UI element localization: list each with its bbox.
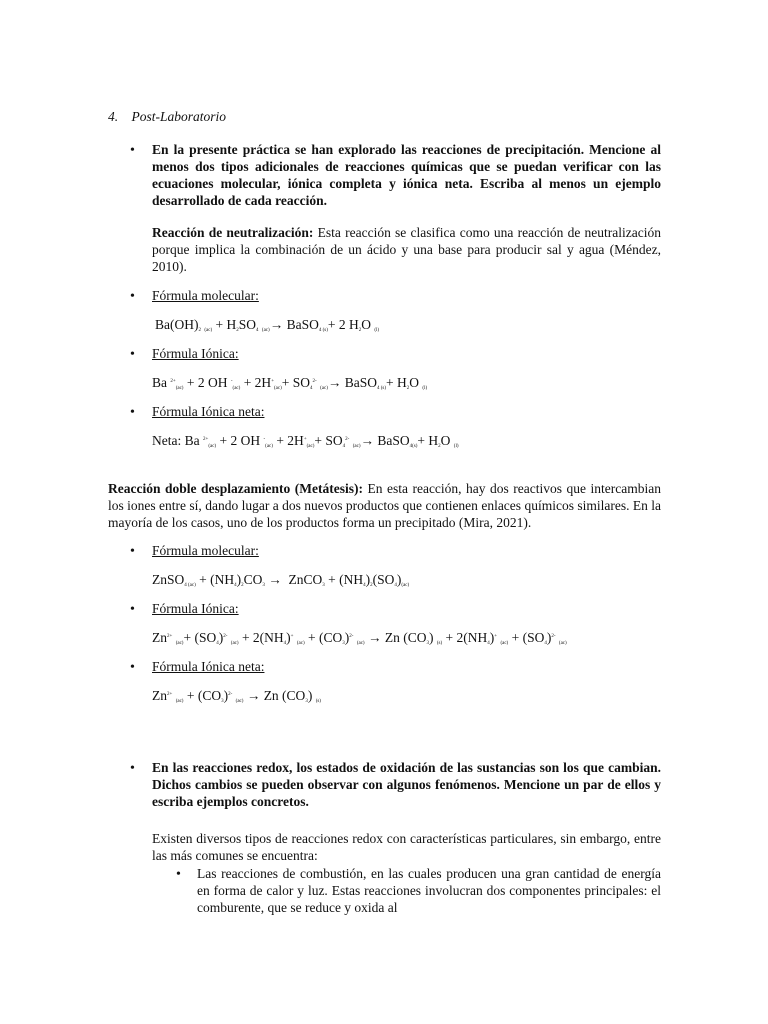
- bullet-icon: •: [176, 867, 181, 882]
- question-2: En las reacciones redox, los estados de oxidación de las sustancias son los que cambian. Dichos cambios se pueden observar con algunos fenómenos. Mencione un par de ellos y escriba ejemplos concretos.: [152, 760, 661, 809]
- metathesis-paragraph: [108, 480, 661, 531]
- bullet-icon: •: [130, 660, 135, 675]
- neutralization-ionic-equation: Ba $^{2+}_{(ac)}$ + 2 OH $^-_{(ac)} + 2H^+_{(ac)}+ SO_4^{2-}$ $_{(ac)}$→ BaSO$_4$ $_{(s)}+ H_2O$ $_{(l)}$: [152, 375, 428, 391]
- bullet-icon: •: [130, 347, 135, 362]
- metathesis-ionic-equation: $Zn^{2+}$ $_{(ac)}+ (SO_4)^{2-}$ $_{(ac)} + 2(NH_4)^+$ $_{(ac)} + (CO_3)^{2-}$ $_{(ac)}$ → Zn $(CO_3) _{(s)} + 2(NH_4)^+$ $_{(ac)} + (SO_4)^{2-}$ $_{(ac)}$: [152, 630, 567, 646]
- neutralization-ionic-label: Fórmula Iónica:: [152, 346, 239, 361]
- question-1: En la presente práctica se han explorado las reacciones de precipitación. Mencione al menos dos tipos adicionales de reacciones químicas que se puedan verificar con las ecuaciones molecular, iónica completa y iónica neta. Escriba al menos un ejemplo desarrollado de cada reacción.: [152, 142, 661, 208]
- section-heading: [108, 108, 226, 125]
- bullet-icon: •: [130, 289, 135, 304]
- neutralization-heading: Reacción de neutralización:: [152, 225, 314, 240]
- neutralization-net-label: Fórmula Iónica neta:: [152, 404, 265, 419]
- question-2-answer: Existen diversos tipos de reacciones redox con características particulares, sin embargo, entre las más comunes se encuentra:: [152, 831, 661, 863]
- section-title: Post-Laboratorio: [131, 109, 227, 124]
- metathesis-text: En esta reacción, hay dos reactivos que intercambian los iones entre sí, dando lugar a dos nuevos productos que contienen enlaces químicos similares. En la mayoría de los casos, uno de los productos forma un precipitado (Mira, 2021).: [108, 481, 661, 530]
- metathesis-net-equation: $Zn^{2+}$ $_{(ac)} + (CO_3)^{2-}$ $_{(ac)}$ → Zn $(CO_3)$ $_{(s)}$: [152, 688, 321, 704]
- neutralization-paragraph: [152, 224, 661, 275]
- metathesis-ionic-label: Fórmula Iónica:: [152, 601, 239, 616]
- bullet-icon: •: [130, 143, 135, 158]
- bullet-icon: •: [130, 405, 135, 420]
- neutralization-molecular-label: Fórmula molecular:: [152, 288, 259, 303]
- bullet-icon: •: [130, 602, 135, 617]
- neutralization-text: Esta reacción se clasifica como una reacción de neutralización porque implica la combinación de un ácido y una base para producir sal y agua (Méndez, 2010).: [152, 225, 661, 274]
- net-prefix: Neta:: [152, 433, 185, 448]
- combustion-item: Las reacciones de combustión, en las cuales producen una gran cantidad de energía en forma de calor y luz. Estas reacciones involucran dos componentes principales: el comburente, que se reduce y oxida al: [197, 866, 661, 915]
- neutralization-net-equation: Neta: Ba $^{2+}_{(ac)}$ + 2 OH $^-_{(ac)} + 2H^+_{(ac)}+ SO_4^{2-}$ $_{(ac)}$→ BaSO$_{4(s)}$+ $H_2O$ $_{(l)}$: [152, 433, 459, 449]
- metathesis-molecular-equation: ZnSO$_4$ $_{(ac)} + (NH_4)_2CO_3$ → ZnCO$_3$ + $(NH_4)_2(SO_4)_{(ac)}$: [152, 572, 410, 588]
- section-number: 4.: [108, 109, 119, 124]
- bullet-icon: •: [130, 761, 135, 776]
- bullet-icon: •: [130, 544, 135, 559]
- metathesis-net-label: Fórmula Iónica neta:: [152, 659, 265, 674]
- metathesis-molecular-label: Fórmula molecular:: [152, 543, 259, 558]
- neutralization-molecular-equation: $Ba(OH)_2$ $_{(ac)} + H_2SO_4$ $_{(ac)}$→ BaSO$_4$ $_{(s)}$+ 2 $H_2O$ $_{(l)}$: [155, 317, 380, 333]
- metathesis-heading: Reacción doble desplazamiento (Metátesis):: [108, 481, 363, 496]
